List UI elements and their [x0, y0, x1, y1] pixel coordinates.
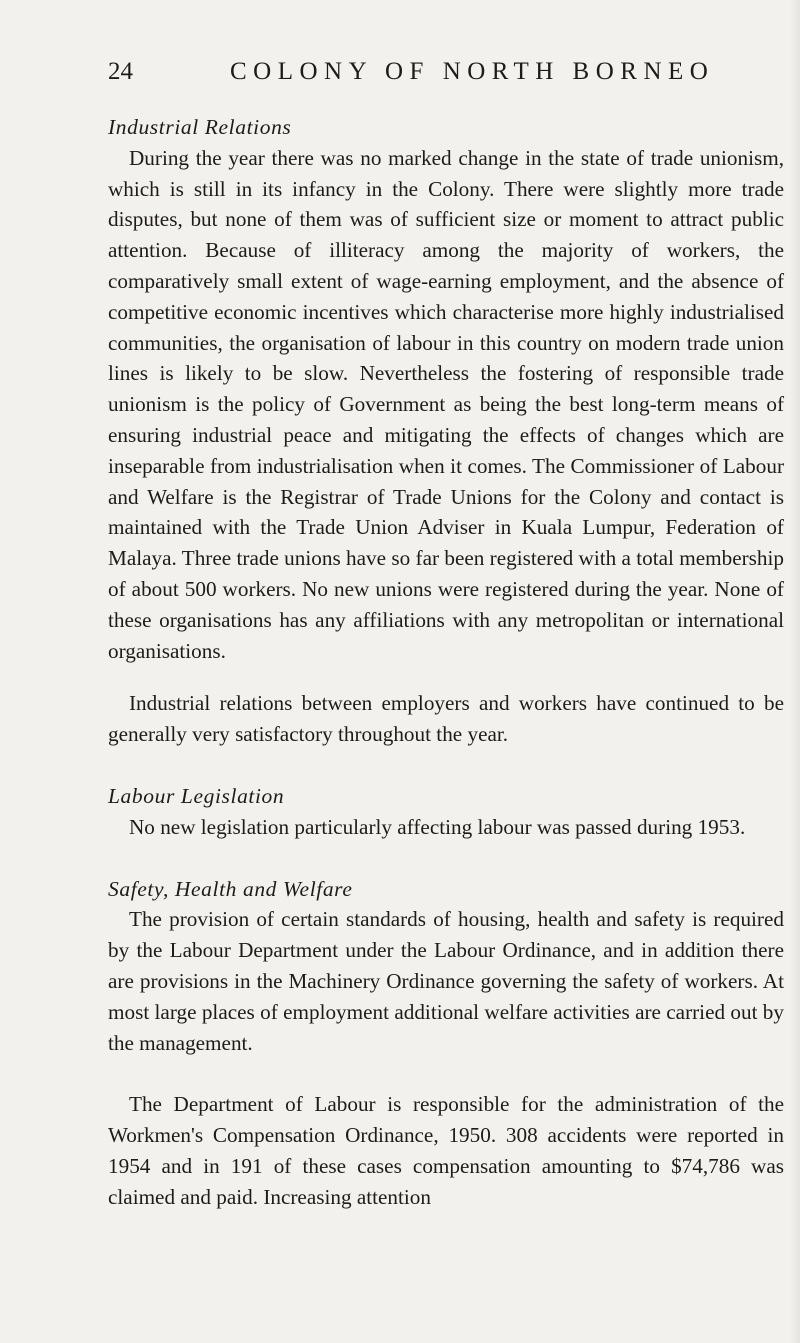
page-header [108, 58, 784, 98]
section-heading-safety-health-welfare: Safety, Health and Welfare [108, 876, 353, 901]
section-heading-labour-legislation: Labour Legislation [108, 783, 285, 808]
section-heading-industrial-relations: Industrial Relations [108, 115, 292, 139]
paragraph-safety-standards: The provision of certain standards of housing, health and safety is required by the Labour Department under the Labour Ordinance, and in addition there are provisions in the Machinery Ordinance governing the safety of workers. At most large places of employment additional welfare activities are carried out by the management. [108, 907, 784, 1055]
paragraph-workmens-compensation: The Department of Labour is responsible for the administration of the Workmen's Compensation Ordinance, 1950. 308 accidents were reported in 1954 and in 191 of these cases compensation amounting to $74,786 was claimed and paid. Increasing attention [108, 1092, 784, 1209]
page-edge-shadow [790, 0, 800, 1343]
page-number: 24 [108, 58, 133, 85]
page-body [108, 112, 784, 1213]
paragraph-trade-unionism: During the year there was no marked change in the state of trade unionism, which is still in its infancy in the Colony. There were slightly more trade disputes, but none of them was of sufficient size or moment to attract public attention. Because of illiteracy among the majority of workers, the comparatively small extent of wage-earning employment, and the absence of competitive economic incentives which characterise more highly industrialised communities, the organisation of labour in this country on modern trade union lines is likely to be slow. Nevertheless the fostering of responsible trade unionism is the policy of Government as being the best long-term means of ensuring industrial peace and mitigating the effects of changes which are inseparable from industrialisation when it comes. The Commissioner of Labour and Welfare is the Registrar of Trade Unions for the Colony and contact is maintained with the Trade Union Adviser in Kuala Lumpur, Federation of Malaya. Three trade unions have so far been registered with a total membership of about 500 workers. No new unions were registered during the year. None of these organisations has any affiliations with any metropolitan or international organisations. [108, 145, 784, 663]
paragraph-industrial-relations: Industrial relations between employers and workers have continued to be generally very satisfactory throughout the year. [108, 691, 784, 747]
paragraph-labour-legislation: No new legislation particularly affecting labour was passed during 1953. [129, 814, 746, 839]
running-title: COLONY OF NORTH BORNEO [230, 58, 715, 85]
